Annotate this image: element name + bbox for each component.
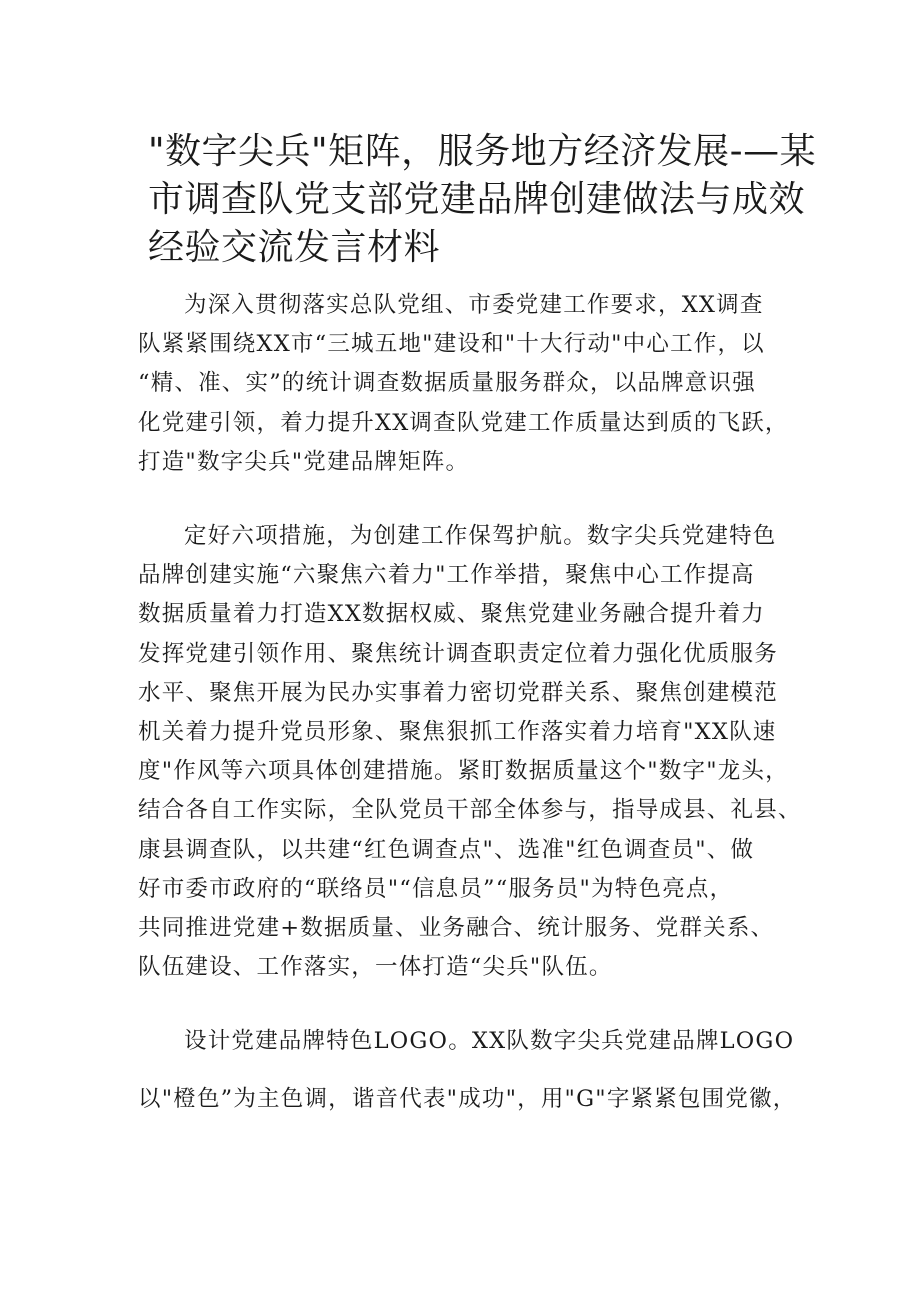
text-line: 度"作风等六项具体创建措施。紧盯数据质量这个"数字"龙头， xyxy=(138,758,789,785)
text-line: 结合各自工作实际，全队党员干部全体参与，指导成县、礼县、 xyxy=(138,797,802,824)
document-title xyxy=(148,128,817,272)
text-line: 数据质量着力打造XX数据权威、聚焦党建业务融合提升着力 xyxy=(138,601,765,628)
text-line: 水平、聚焦开展为民办实事着力密切党群关系、聚焦创建模范 xyxy=(138,679,778,706)
text-line: 共同推进党建+数据质量、业务融合、统计服务、党群关系、 xyxy=(138,915,775,942)
text-line: 康县调查队，以共建“红色调查点"、选准"红色调查员"、做 xyxy=(138,836,755,863)
text-line: 发挥党建引领作用、聚焦统计调查职责定位着力强化优质服务 xyxy=(138,640,778,667)
text-line: 化党建引领，着力提升XX调查队党建工作质量达到质的飞跃， xyxy=(138,409,789,436)
title-line: "数字尖兵"矩阵，服务地方经济发展-—某 xyxy=(148,131,817,172)
text-line: “精、准、实”的统计调查数据质量服务群众，以品牌意识强 xyxy=(138,370,756,397)
text-line: 为深入贯彻落实总队党组、市委党建工作要求，XX调查 xyxy=(184,292,764,318)
document-body xyxy=(138,286,804,1154)
text-line: 品牌创建实施“六聚焦六着力"工作举措，聚焦中心工作提高 xyxy=(138,562,755,589)
text-line: 队紧紧围绕XX市“三城五地"建设和"十大行动"中心工作，以 xyxy=(138,331,765,358)
paragraph-six-measures xyxy=(138,517,804,987)
text-line: 机关着力提升党员形象、聚焦狠抓工作落实着力培育"XX队速 xyxy=(138,719,777,746)
paragraph-intro xyxy=(138,286,804,482)
paragraph-logo-design xyxy=(138,1022,804,1118)
text-line: 打造"数字尖兵"党建品牌矩阵。 xyxy=(138,448,470,475)
text-line: 以"橙色”为主色调，谐音代表"成功"，用"G"字紧紧包围党徽， xyxy=(138,1085,797,1112)
text-line: 定好六项措施，为创建工作保驾护航。数字尖兵党建特色 xyxy=(184,523,777,550)
title-line: 市调查队党支部党建品牌创建做法与成效 xyxy=(148,179,806,220)
text-line: 队伍建设、工作落实，一体打造“尖兵"队伍。 xyxy=(138,954,613,981)
text-line: 设计党建品牌特色LOGO。XX队数字尖兵党建品牌LOGO xyxy=(184,1028,795,1055)
title-line: 经验交流发言材料 xyxy=(148,227,441,268)
text-line: 好市委市政府的“联络员"“信息员”“服务员"为特色亮点， xyxy=(138,875,734,902)
